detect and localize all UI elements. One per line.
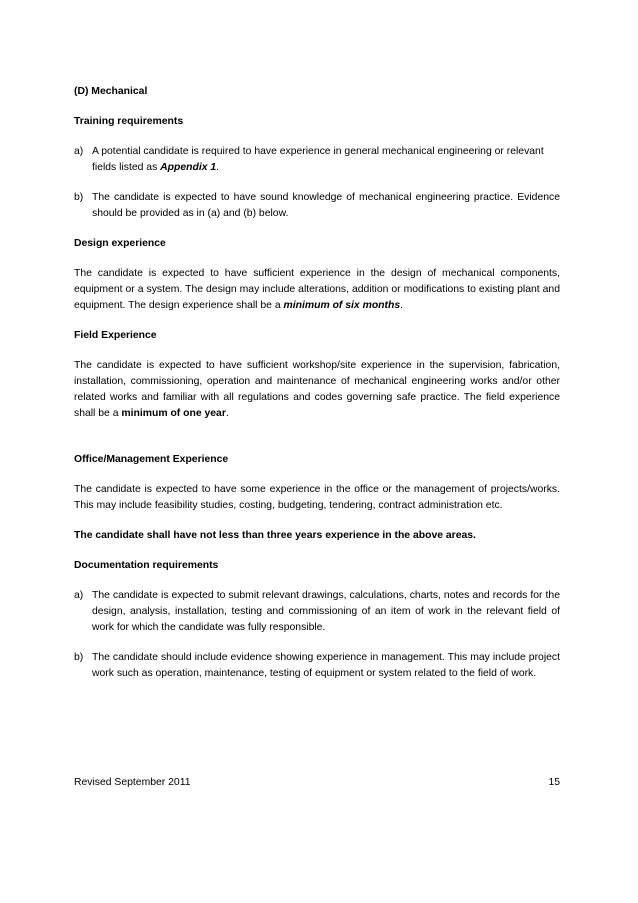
design-experience-paragraph: The candidate is expected to have sufficient experience in the design of mechanical components, equipment or a system. The design may include alterations, addition or modifications to existing plant and equipment. The design experience shall be a minimum of six months. [74,268,560,311]
field-experience-heading: Field Experience [74,330,157,341]
design-minimum: minimum of six months [283,300,401,311]
training-item-a [74,144,560,176]
page-number: 15 [548,777,560,788]
field-experience-paragraph: The candidate is expected to have sufficient workshop/site experience in the supervision, fabrication, installation, commissioning, operation and maintenance of mechanical engineering works and/or other related works and familiar with all regulations and codes governing safe practice. The field experience shall be a minimum of one year. [74,360,560,419]
office-management-heading: Office/Management Experience [74,454,229,465]
revision-date: Revised September 2011 [74,777,191,788]
list-marker: b) [74,652,84,663]
office-management-paragraph: The candidate is expected to have some experience in the office or the management of projects/works. This may include feasibility studies, costing, budgeting, tendering, contract administration etc. [74,484,560,511]
list-marker: a) [74,590,84,601]
documentation-item-a [74,588,560,636]
page-footer [74,776,560,790]
page-content [74,84,560,682]
training-requirements-heading: Training requirements [74,116,184,127]
list-item-text: The candidate is expected to have sound knowledge of mechanical engineering practice. Evidence should be provided as in (a) and (b) below. [92,192,560,219]
documentation-item-b [74,650,560,682]
list-marker: a) [74,146,84,157]
list-item-text: The candidate should include evidence showing experience in management. This may include project work such as operation, maintenance, testing of equipment or system related to the field of work. [92,652,560,679]
design-experience-heading: Design experience [74,238,166,249]
list-item-text: The candidate is expected to submit relevant drawings, calculations, charts, notes and records for the design, analysis, installation, testing and commissioning of an item of work in the relevant field of work for which the candidate was fully responsible. [92,590,560,633]
training-item-b [74,190,560,222]
field-minimum: minimum of one year [121,408,226,419]
section-title: (D) Mechanical [74,86,148,97]
list-item-text: A potential candidate is required to have experience in general mechanical engineering or relevant fields listed as Appendix 1. [92,146,544,173]
documentation-heading: Documentation requirements [74,560,219,571]
list-marker: b) [74,192,84,203]
experience-summary: The candidate shall have not less than three years experience in the above areas. [74,530,476,541]
appendix-reference: Appendix 1 [160,162,217,173]
